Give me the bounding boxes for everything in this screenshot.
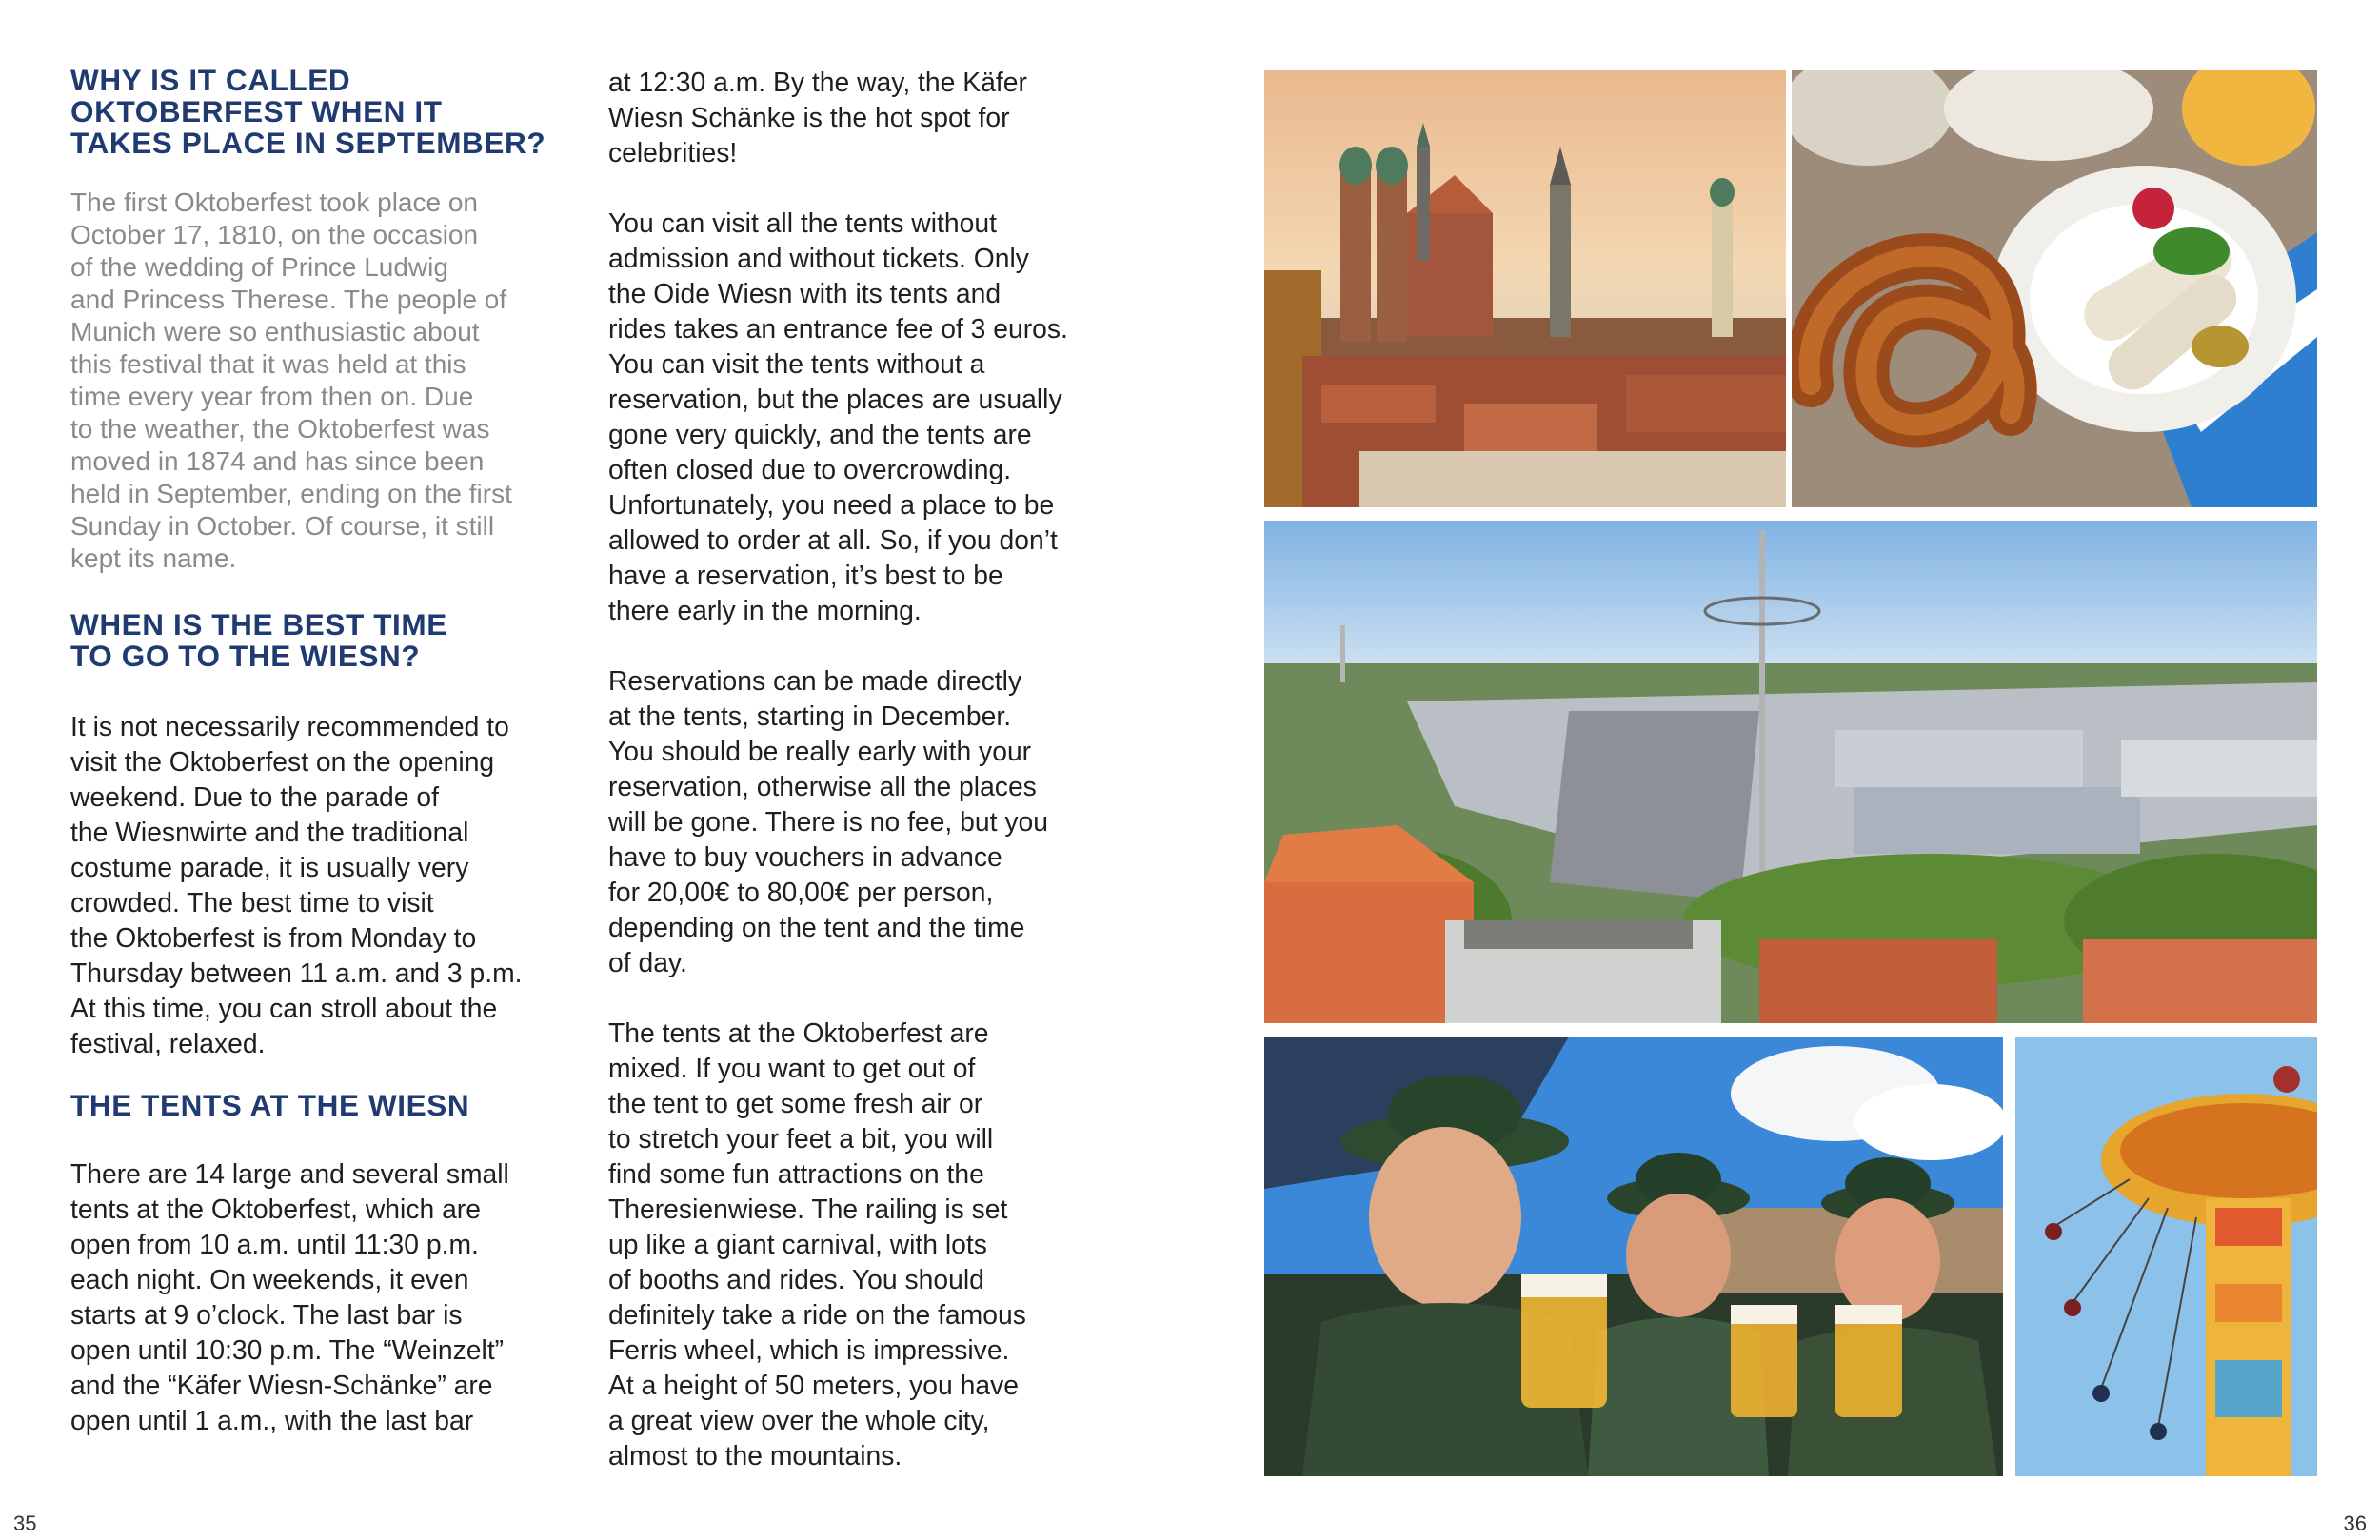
- heading-line: TO GO TO THE WIESN?: [70, 639, 421, 673]
- photo-theresienwiese-aerial: [1264, 521, 2317, 1023]
- heading-line: TAKES PLACE IN SEPTEMBER?: [70, 126, 546, 160]
- paragraph-reservations: Reservations can be made directly at the tents, starting in December. You should be really early with your reservation, otherwise all the places will be gone. There is no fee, but you have to buy vouchers in advance for 20,00€ to 80,00€ per person, depending on the tent and the time of day.: [608, 665, 1048, 977]
- paragraph-best-time: It is not necessarily recommended to visit the Oktoberfest on the opening weekend. Due to the parade of the Wiesnwirte and the traditional costume parade, it is usually very crowded. The best time to visit the Oktoberfest is from Monday to Thursday between 11 a.m. and 3 p.m. At this time, you can stroll about the festival, relaxed.: [70, 711, 523, 1058]
- photo-swing-carousel: [2015, 1037, 2317, 1476]
- heading-line: WHEN IS THE BEST TIME: [70, 607, 447, 642]
- paragraph-attractions: The tents at the Oktoberfest are mixed. If you want to get out of the tent to get some fresh air or to stretch your feet a bit, you will find some fun attractions on the Theresienwiese. The railing is set up like a giant carnival, with lots of booths and rides. You should definitely take a ride on the famous Ferris wheel, which is impressive. At a height of 50 meters, you have a great view over the whole city, almost to the mountains.: [608, 1017, 1026, 1471]
- text-column-middle: [608, 65, 1141, 1473]
- intro-paragraph: The first Oktoberfest took place on October 17, 1810, on the occasion of the wedding of Prince Ludwig and Princess Therese. The people of Munich were so enthusiastic about this festival that it was held at this time every year from then on. Due to the weather, the Oktoberfest was moved in 1874 and has since been held in September, ending on the first Sunday in October. Of course, it still kept its name.: [70, 188, 512, 573]
- text-column-left: [70, 65, 589, 1438]
- pretzel-plate-image: [1792, 70, 2317, 507]
- heading-line: WHY IS IT CALLED: [70, 63, 351, 97]
- heading-line: OKTOBERFEST WHEN IT: [70, 94, 443, 128]
- photo-men-beer-mugs: [1264, 1037, 2003, 1476]
- paragraph-kaefer: at 12:30 a.m. By the way, the Käfer Wiesn Schänke is the hot spot for celebrities!: [608, 67, 1027, 168]
- heading-best-time: [70, 609, 589, 672]
- page-number-right: 36: [2343, 1511, 2367, 1535]
- photo-pretzel-weisswurst: [1792, 70, 2317, 507]
- paragraph-admission: You can visit all the tents without admission and without tickets. Only the Oide Wiesn with its tents and rides takes an entrance fee of 3 euros. You can visit the tents without a reservation, but the places are usually gone very quickly, and the tents are often closed due to overcrowding. Unfortunately, you need a place to be allowed to order at all. So, if you don’t have a reservation, it’s best to be there early in the morning.: [608, 207, 1068, 625]
- paragraph-tents: There are 14 large and several small tents at the Oktoberfest, which are open from 10 a.m. until 11:30 p.m. each night. On weekends, it even starts at 9 o’clock. The last bar is open until 10:30 p.m. The “Weinzelt” and the “Käfer Wiesn-Schänke” are open until 1 a.m., with the last bar: [70, 1158, 509, 1435]
- photo-munich-skyline: [1264, 70, 1786, 507]
- swing-carousel-image: [2015, 1037, 2317, 1476]
- theresienwiese-aerial-image: [1264, 521, 2317, 1023]
- men-toasting-image: [1264, 1037, 2003, 1476]
- heading-tents: [70, 1090, 589, 1121]
- page-number-left: 35: [13, 1511, 37, 1535]
- munich-skyline-image: [1264, 70, 1786, 507]
- heading-line: THE TENTS AT THE WIESN: [70, 1088, 470, 1122]
- heading-why-called: [70, 65, 589, 159]
